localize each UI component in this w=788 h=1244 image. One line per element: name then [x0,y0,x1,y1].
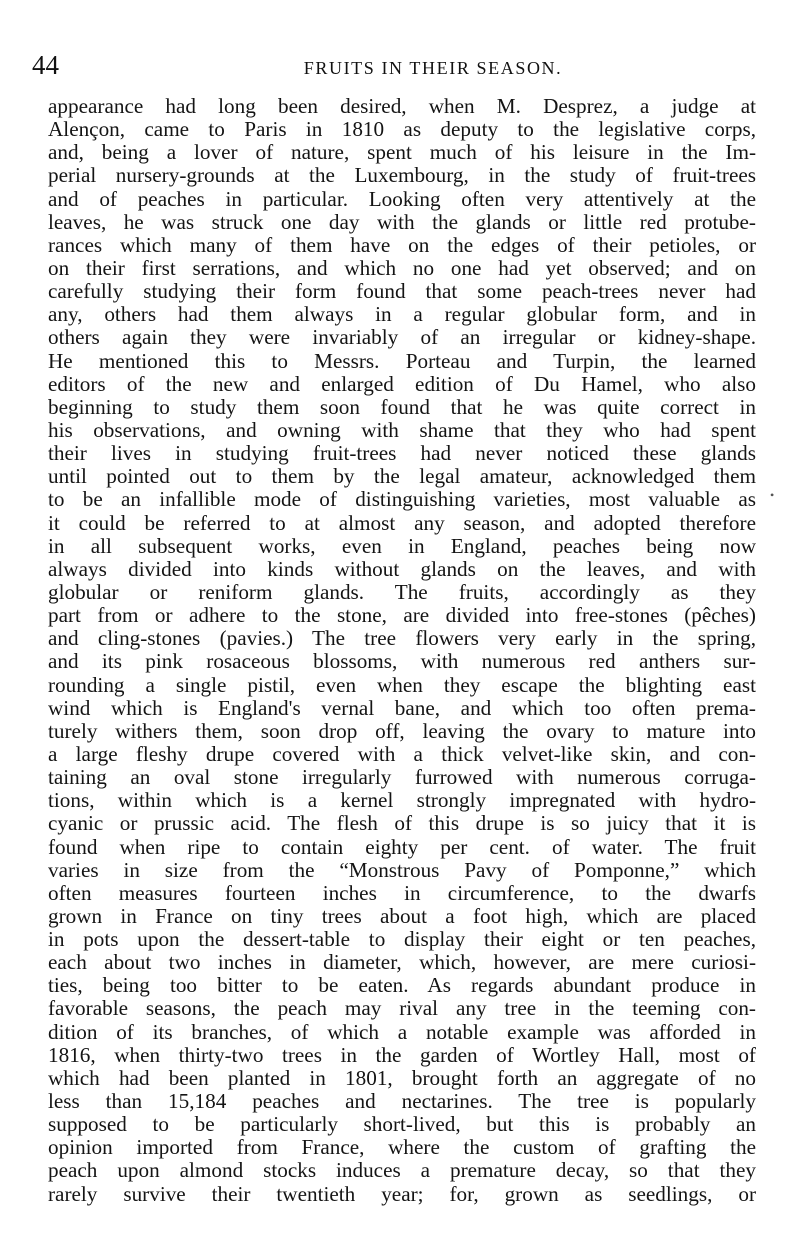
text-line: rances which many of them have on the edges of their petioles, or [48,233,756,257]
text-line: it could be referred to at almost any season, and adopted therefore [48,511,756,535]
text-line: to be an infallible mode of distinguishing varieties, most valuable as [48,488,756,512]
text-line: tions, within which is a kernel strongly impregnated with hydro- [48,789,756,813]
text-line: rounding a single pistil, even when they escape the blighting east [48,673,756,697]
text-line: until pointed out to them by the legal amateur, acknowledged them [48,465,756,489]
text-line: each about two inches in diameter, which, however, are mere curiosi- [48,951,756,975]
text-line: and its pink rosaceous blossoms, with numerous red anthers sur- [48,650,756,674]
text-line: any, others had them always in a regular globular form, and in [48,303,756,327]
text-line: dition of its branches, of which a notable example was afforded in [48,1020,756,1044]
text-line: always divided into kinds without glands on the leaves, and with [48,557,756,581]
stray-mark: • [770,488,775,502]
text-line: supposed to be particularly short-lived, but this is probably an [48,1113,756,1137]
body-text [48,95,756,1206]
text-line: turely withers them, soon drop off, leaving the ovary to mature into [48,719,756,743]
text-line: and cling-stones (pavies.) The tree flowers very early in the spring, [48,627,756,651]
text-line: and, being a lover of nature, spent much of his leisure in the Im- [48,141,756,165]
text-line: beginning to study them soon found that he was quite correct in [48,395,756,419]
text-line: Alençon, came to Paris in 1810 as deputy to the legislative corps, [48,118,756,142]
text-line: their lives in studying fruit-trees had never noticed these glands [48,442,756,466]
running-title: FRUITS IN THEIR SEASON. [303,58,563,78]
text-line: taining an oval stone irregularly furrowed with numerous corruga- [48,766,756,790]
text-line: grown in France on tiny trees about a foot high, which are placed [48,904,756,928]
text-line: and of peaches in particular. Looking often very attentively at the [48,187,756,211]
text-line: found when ripe to contain eighty per cent. of water. The fruit [48,835,756,859]
text-line: in pots upon the dessert-table to display their eight or ten peaches, [48,928,756,952]
text-line: his observations, and owning with shame that they who had spent [48,418,756,442]
text-line: globular or reniform glands. The fruits, accordingly as they [48,580,756,604]
text-line: ties, being too bitter to be eaten. As regards abundant produce in [48,974,756,998]
text-line: cyanic or prussic acid. The flesh of this drupe is so juicy that it is [48,812,756,836]
text-line: others again they were invariably of an irregular or kidney-shape. [48,326,756,350]
page-number: 44 [32,50,59,80]
text-line: peach upon almond stocks induces a premature decay, so that they [48,1159,756,1183]
text-line: perial nursery-grounds at the Luxembourg, in the study of fruit-trees [48,164,756,188]
text-line: leaves, he was struck one day with the glands or little red protube- [48,210,756,234]
text-line: a large fleshy drupe covered with a thick velvet-like skin, and con- [48,742,756,766]
text-line: favorable seasons, the peach may rival any tree in the teeming con- [48,997,756,1021]
text-line: carefully studying their form found that some peach-trees never had [48,280,756,304]
text-line: 1816, when thirty-two trees in the garden of Wortley Hall, most of [48,1043,756,1067]
text-line: often measures fourteen inches in circumference, to the dwarfs [48,881,756,905]
text-line: appearance had long been desired, when M. Desprez, a judge at [48,95,756,118]
text-line: wind which is England's vernal bane, and which too often prema- [48,696,756,720]
page-header [32,48,754,82]
text-line: editors of the new and enlarged edition of Du Hamel, who also [48,372,756,396]
text-line: part from or adhere to the stone, are divided into free-stones (pêches) [48,604,756,628]
text-line: rarely survive their twentieth year; for, grown as seedlings, or [48,1182,756,1206]
text-line: which had been planted in 1801, brought forth an aggregate of no [48,1066,756,1090]
text-line: varies in size from the “Monstrous Pavy of Pomponne,” which [48,858,756,882]
text-line: in all subsequent works, even in England, peaches being now [48,534,756,558]
text-line: He mentioned this to Messrs. Porteau and Turpin, the learned [48,349,756,373]
text-line: less than 15,184 peaches and nectarines. The tree is popularly [48,1090,756,1114]
text-line: on their first serrations, and which no one had yet observed; and on [48,256,756,280]
text-line: opinion imported from France, where the custom of grafting the [48,1136,756,1160]
